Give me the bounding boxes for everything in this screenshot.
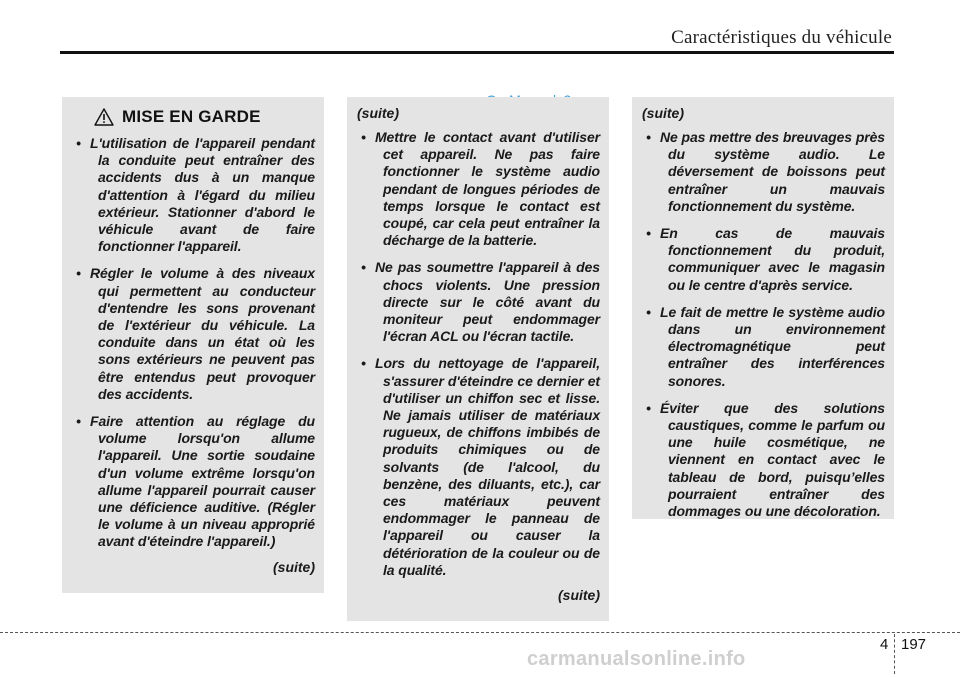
warning-triangle-icon <box>94 108 114 126</box>
chapter-number: 4 <box>880 636 889 653</box>
continued-label: (suite) <box>273 558 315 575</box>
continued-header: (suite) <box>357 105 399 121</box>
warning-list-1 <box>72 135 315 551</box>
list-item: • Ne pas mettre des breuvages près du système audio. Le déversement de boissons peut entraîner un mauvais fonctionnement du système. <box>642 129 885 215</box>
list-item: • Faire attention au réglage du volume lorsqu'on allume l'appareil. Une sortie soudaine d'un volume extrême lorsqu'on allume l'appareil pourrait causer une déficience auditive. (Régler le volume à un niveau approprié avant d'éteindre l'appareil.) <box>72 413 315 551</box>
continued-label: (suite) <box>558 587 600 604</box>
list-item: • L'utilisation de l'appareil pendant la conduite peut entraîner des accidents dus à un manque d'attention à l'égard du milieu extérieur. Stationner d'abord le véhicule avant de faire fonctionner l'appareil. <box>72 135 315 255</box>
list-item: • En cas de mauvais fonctionnement du produit, communiquer avec le magasin ou le centre d'après service. <box>642 225 885 294</box>
list-item: • Le fait de mettre le système audio dans un environnement électromagnétique peut entraîner des interférences sonores. <box>642 304 885 390</box>
header-rule <box>60 51 894 54</box>
footer-watermark: carmanualsonline.info <box>527 648 746 670</box>
footer-divider <box>894 634 895 674</box>
list-item: • Régler le volume à des niveaux qui permettent au conducteur d'entendre les sons provenant de l'extérieur du véhicule. La conduite dans un état où les sons extérieurs ne peuvent pas être entendus peut provoquer des accidents. <box>72 265 315 403</box>
continued-panel-3 <box>632 97 894 519</box>
warning-title: MISE EN GARDE <box>122 107 261 126</box>
list-item: • Éviter que des solutions caustiques, comme le parfum ou une huile cosmétique, ne viennent en contact avec le tableau de bord, puisqu’elles pourraient entraîner des dommages ou une décoloration. <box>642 400 885 520</box>
header-title: Caractéristiques du véhicule <box>671 27 892 48</box>
list-item: • Ne pas soumettre l'appareil à des chocs violents. Une pression directe sur le côté avant du moniteur peut endommager l'écran ACL ou l'écran tactile. <box>357 259 600 345</box>
page-number: 197 <box>901 636 927 653</box>
warning-panel <box>62 97 324 593</box>
footer-rule <box>0 632 960 633</box>
warning-header <box>94 107 315 127</box>
continued-header: (suite) <box>642 105 684 121</box>
continued-panel-2 <box>347 97 609 621</box>
list-item: • Lors du nettoyage de l'appareil, s'assurer d'éteindre ce dernier et d'utiliser un chiffon sec et lisse. Ne jamais utiliser de matériaux rugueux, de chiffons imbibés de produits chimiques ou de solvants (de l'alcool, du benzène, des diluants, etc.), car ces matériaux peuvent endommager le panneau de l'appareil ou causer la détérioration de la couleur ou de la qualité. <box>357 355 600 579</box>
list-item: • Mettre le contact avant d'utiliser cet appareil. Ne pas faire fonctionner le système audio pendant de longues périodes de temps lorsque le contact est coupé, car cela peut entraîner la décharge de la batterie. <box>357 129 600 249</box>
warning-list-3 <box>642 129 885 520</box>
warning-list-2 <box>357 129 600 579</box>
